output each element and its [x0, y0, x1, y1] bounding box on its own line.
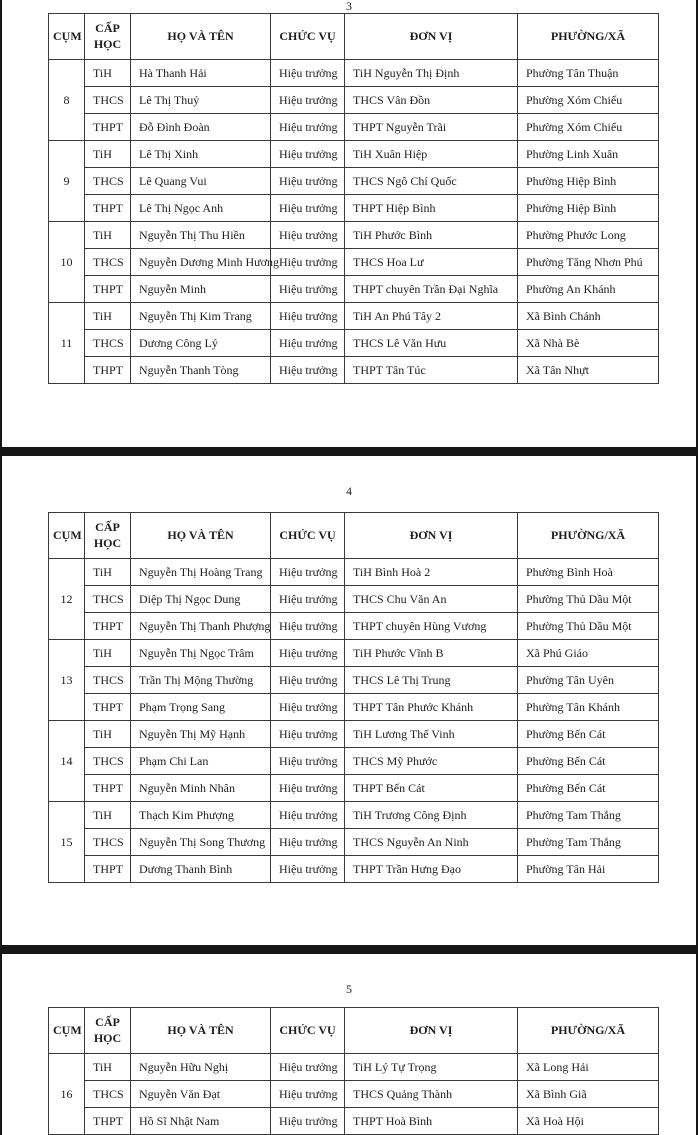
table-row	[49, 141, 659, 168]
unit-cell: TiH Xuân Hiệp	[345, 141, 518, 168]
table-row	[49, 775, 659, 802]
name-cell: Nguyễn Văn Đạt	[131, 1081, 271, 1108]
position-cell: Hiệu trưởng	[271, 60, 345, 87]
page-gap	[0, 945, 698, 954]
level-cell: THPT	[85, 357, 131, 384]
ward-cell: Phường Hiệp Bình	[518, 168, 659, 195]
ward-cell: Phường Linh Xuân	[518, 141, 659, 168]
ward-cell: Phường Bến Cát	[518, 721, 659, 748]
position-cell: Hiệu trưởng	[271, 613, 345, 640]
unit-cell: THCS Hoa Lư	[345, 249, 518, 276]
level-cell: THCS	[85, 87, 131, 114]
table-row	[49, 856, 659, 883]
position-cell: Hiệu trưởng	[271, 1108, 345, 1135]
ward-cell: Xã Bình Giã	[518, 1081, 659, 1108]
column-header-name: HỌ VÀ TÊN	[131, 14, 271, 60]
unit-cell: THPT Nguyễn Trãi	[345, 114, 518, 141]
table-row	[49, 249, 659, 276]
ward-cell: Phường Tân Uyên	[518, 667, 659, 694]
name-cell: Hồ Sĩ Nhật Nam	[131, 1108, 271, 1135]
level-cell: THPT	[85, 856, 131, 883]
ward-cell: Phường Xóm Chiếu	[518, 114, 659, 141]
table-row	[49, 60, 659, 87]
column-header-ward: PHƯỜNG/XÃ	[518, 14, 659, 60]
position-cell: Hiệu trưởng	[271, 357, 345, 384]
ward-cell: Xã Tân Nhựt	[518, 357, 659, 384]
table-row	[49, 640, 659, 667]
level-cell: THPT	[85, 613, 131, 640]
level-cell: THPT	[85, 694, 131, 721]
unit-cell: TiH Phước Bình	[345, 222, 518, 249]
column-header-ward: PHƯỜNG/XÃ	[518, 1008, 659, 1054]
level-cell: THCS	[85, 586, 131, 613]
table-header-row	[49, 513, 659, 559]
unit-cell: THPT Trần Hưng Đạo	[345, 856, 518, 883]
name-cell: Nguyễn Thị Thanh Phượng	[131, 613, 271, 640]
name-cell: Lê Thị Xinh	[131, 141, 271, 168]
level-cell: THCS	[85, 667, 131, 694]
name-cell: Nguyễn Dương Minh Hương	[131, 249, 271, 276]
unit-cell: THCS Quảng Thành	[345, 1081, 518, 1108]
table-row	[49, 303, 659, 330]
name-cell: Lê Thị Ngọc Anh	[131, 195, 271, 222]
name-cell: Nguyễn Thanh Tòng	[131, 357, 271, 384]
cluster-cell: 15	[49, 802, 85, 883]
unit-cell: THCS Chu Văn An	[345, 586, 518, 613]
unit-cell: THPT chuyên Hùng Vương	[345, 613, 518, 640]
table-row	[49, 168, 659, 195]
level-cell: THCS	[85, 330, 131, 357]
principals-table	[48, 512, 659, 883]
principals-table	[48, 1007, 659, 1135]
ward-cell: Xã Hoà Hội	[518, 1108, 659, 1135]
position-cell: Hiệu trưởng	[271, 114, 345, 141]
column-header-position: CHỨC VỤ	[271, 513, 345, 559]
table-row	[49, 195, 659, 222]
column-header-cluster: CỤM	[49, 14, 85, 60]
column-header-level: CẤP HỌC	[85, 1008, 131, 1054]
cluster-cell: 14	[49, 721, 85, 802]
table-row	[49, 667, 659, 694]
name-cell: Nguyễn Thị Mỹ Hạnh	[131, 721, 271, 748]
unit-cell: THPT Bến Cát	[345, 775, 518, 802]
level-cell: THPT	[85, 114, 131, 141]
ward-cell: Xã Phú Giáo	[518, 640, 659, 667]
position-cell: Hiệu trưởng	[271, 802, 345, 829]
table-row	[49, 330, 659, 357]
position-cell: Hiệu trưởng	[271, 276, 345, 303]
ward-cell: Phường Tân Thuận	[518, 60, 659, 87]
level-cell: TiH	[85, 141, 131, 168]
ward-cell: Phường Phước Long	[518, 222, 659, 249]
position-cell: Hiệu trưởng	[271, 222, 345, 249]
name-cell: Lê Thị Thuỷ	[131, 87, 271, 114]
table-row	[49, 613, 659, 640]
column-header-unit: ĐƠN VỊ	[345, 1008, 518, 1054]
position-cell: Hiệu trưởng	[271, 856, 345, 883]
page-number: 4	[346, 484, 352, 498]
ward-cell: Xã Bình Chánh	[518, 303, 659, 330]
column-header-ward: PHƯỜNG/XÃ	[518, 513, 659, 559]
name-cell: Diệp Thị Ngọc Dung	[131, 586, 271, 613]
unit-cell: THPT Tân Phước Khánh	[345, 694, 518, 721]
level-cell: THCS	[85, 1081, 131, 1108]
table-row	[49, 1054, 659, 1081]
principals-table	[48, 13, 659, 384]
name-cell: Nguyễn Thị Song Thương	[131, 829, 271, 856]
unit-cell: THCS Mỹ Phước	[345, 748, 518, 775]
unit-cell: THCS Ngô Chí Quốc	[345, 168, 518, 195]
position-cell: Hiệu trưởng	[271, 1081, 345, 1108]
position-cell: Hiệu trưởng	[271, 249, 345, 276]
page-number-partial-text: 3	[346, 0, 352, 13]
ward-cell: Phường Bình Hoà	[518, 559, 659, 586]
table-header-row	[49, 1008, 659, 1054]
name-cell: Nguyễn Thị Thu Hiền	[131, 222, 271, 249]
column-header-unit: ĐƠN VỊ	[345, 513, 518, 559]
unit-cell: TiH An Phú Tây 2	[345, 303, 518, 330]
name-cell: Nguyễn Thị Hoàng Trang	[131, 559, 271, 586]
level-cell: THCS	[85, 168, 131, 195]
position-cell: Hiệu trưởng	[271, 168, 345, 195]
level-cell: TiH	[85, 303, 131, 330]
principals-table-wrap	[48, 1007, 696, 1135]
table-row	[49, 87, 659, 114]
ward-cell: Phường Hiệp Bình	[518, 195, 659, 222]
position-cell: Hiệu trưởng	[271, 330, 345, 357]
position-cell: Hiệu trưởng	[271, 721, 345, 748]
unit-cell: THPT Hoà Bình	[345, 1108, 518, 1135]
name-cell: Đỗ Đình Đoàn	[131, 114, 271, 141]
unit-cell: THCS Lê Văn Hưu	[345, 330, 518, 357]
column-header-name: HỌ VÀ TÊN	[131, 1008, 271, 1054]
position-cell: Hiệu trưởng	[271, 667, 345, 694]
unit-cell: TiH Trương Công Định	[345, 802, 518, 829]
position-cell: Hiệu trưởng	[271, 694, 345, 721]
ward-cell: Phường Thủ Dầu Một	[518, 613, 659, 640]
ward-cell: Phường Tăng Nhơn Phú	[518, 249, 659, 276]
cluster-cell: 13	[49, 640, 85, 721]
column-header-level: CẤP HỌC	[85, 513, 131, 559]
position-cell: Hiệu trưởng	[271, 87, 345, 114]
level-cell: TiH	[85, 721, 131, 748]
ward-cell: Xã Nhà Bè	[518, 330, 659, 357]
table-row	[49, 586, 659, 613]
name-cell: Nguyễn Thị Kim Trang	[131, 303, 271, 330]
unit-cell: TiH Lương Thế Vinh	[345, 721, 518, 748]
table-row	[49, 114, 659, 141]
table-header-row	[49, 14, 659, 60]
table-row	[49, 829, 659, 856]
ward-cell: Phường Bến Cát	[518, 775, 659, 802]
column-header-cluster: CỤM	[49, 1008, 85, 1054]
name-cell: Nguyễn Minh	[131, 276, 271, 303]
page-5	[2, 954, 696, 1135]
position-cell: Hiệu trưởng	[271, 748, 345, 775]
name-cell: Dương Thanh Bình	[131, 856, 271, 883]
column-header-unit: ĐƠN VỊ	[345, 14, 518, 60]
level-cell: TiH	[85, 559, 131, 586]
name-cell: Phạm Trọng Sang	[131, 694, 271, 721]
level-cell: TiH	[85, 60, 131, 87]
page-4	[2, 456, 696, 945]
position-cell: Hiệu trưởng	[271, 303, 345, 330]
column-header-position: CHỨC VỤ	[271, 1008, 345, 1054]
table-row	[49, 559, 659, 586]
table-row	[49, 222, 659, 249]
table-row	[49, 1081, 659, 1108]
page-number-partial	[2, 0, 696, 13]
page-number: 5	[346, 982, 352, 996]
level-cell: THCS	[85, 748, 131, 775]
name-cell: Nguyễn Thị Ngọc Trâm	[131, 640, 271, 667]
unit-cell: TiH Nguyễn Thị Định	[345, 60, 518, 87]
level-cell: THPT	[85, 1108, 131, 1135]
column-header-position: CHỨC VỤ	[271, 14, 345, 60]
unit-cell: THCS Lê Thị Trung	[345, 667, 518, 694]
table-row	[49, 721, 659, 748]
column-header-name: HỌ VÀ TÊN	[131, 513, 271, 559]
table-row	[49, 276, 659, 303]
name-cell: Lê Quang Vui	[131, 168, 271, 195]
position-cell: Hiệu trưởng	[271, 1054, 345, 1081]
position-cell: Hiệu trưởng	[271, 829, 345, 856]
level-cell: THPT	[85, 775, 131, 802]
name-cell: Thạch Kim Phượng	[131, 802, 271, 829]
ward-cell: Phường An Khánh	[518, 276, 659, 303]
level-cell: TiH	[85, 222, 131, 249]
principals-table-wrap	[48, 13, 696, 384]
level-cell: THPT	[85, 276, 131, 303]
level-cell: THCS	[85, 249, 131, 276]
unit-cell: THPT Hiệp Bình	[345, 195, 518, 222]
position-cell: Hiệu trưởng	[271, 586, 345, 613]
table-row	[49, 802, 659, 829]
level-cell: TiH	[85, 802, 131, 829]
page-gap	[0, 447, 698, 456]
position-cell: Hiệu trưởng	[271, 141, 345, 168]
position-cell: Hiệu trưởng	[271, 195, 345, 222]
unit-cell: THCS Nguyễn An Ninh	[345, 829, 518, 856]
column-header-cluster: CỤM	[49, 513, 85, 559]
unit-cell: TiH Lý Tự Trọng	[345, 1054, 518, 1081]
level-cell: TiH	[85, 1054, 131, 1081]
name-cell: Nguyễn Hữu Nghị	[131, 1054, 271, 1081]
ward-cell: Phường Tân Hải	[518, 856, 659, 883]
page-3	[2, 0, 696, 447]
cluster-cell: 9	[49, 141, 85, 222]
ward-cell: Phường Tam Thắng	[518, 829, 659, 856]
ward-cell: Phường Tân Khánh	[518, 694, 659, 721]
principals-table-wrap	[48, 512, 696, 883]
unit-cell: THPT chuyên Trần Đại Nghĩa	[345, 276, 518, 303]
level-cell: THCS	[85, 829, 131, 856]
ward-cell: Phường Tam Thắng	[518, 802, 659, 829]
ward-cell: Phường Bến Cát	[518, 748, 659, 775]
unit-cell: TiH Phước Vĩnh B	[345, 640, 518, 667]
name-cell: Hà Thanh Hải	[131, 60, 271, 87]
unit-cell: THCS Vân Đồn	[345, 87, 518, 114]
unit-cell: TiH Bình Hoà 2	[345, 559, 518, 586]
ward-cell: Phường Thủ Dầu Một	[518, 586, 659, 613]
position-cell: Hiệu trưởng	[271, 775, 345, 802]
cluster-cell: 16	[49, 1054, 85, 1135]
cluster-cell: 10	[49, 222, 85, 303]
level-cell: THPT	[85, 195, 131, 222]
table-row	[49, 357, 659, 384]
cluster-cell: 12	[49, 559, 85, 640]
level-cell: TiH	[85, 640, 131, 667]
position-cell: Hiệu trưởng	[271, 640, 345, 667]
ward-cell: Phường Xóm Chiếu	[518, 87, 659, 114]
table-row	[49, 748, 659, 775]
name-cell: Nguyễn Minh Nhân	[131, 775, 271, 802]
position-cell: Hiệu trưởng	[271, 559, 345, 586]
unit-cell: THPT Tân Túc	[345, 357, 518, 384]
table-row	[49, 1108, 659, 1135]
cluster-cell: 8	[49, 60, 85, 141]
name-cell: Dương Công Lý	[131, 330, 271, 357]
column-header-level: CẤP HỌC	[85, 14, 131, 60]
name-cell: Phạm Chi Lan	[131, 748, 271, 775]
name-cell: Trần Thị Mộng Thường	[131, 667, 271, 694]
table-row	[49, 694, 659, 721]
cluster-cell: 11	[49, 303, 85, 384]
ward-cell: Xã Long Hải	[518, 1054, 659, 1081]
